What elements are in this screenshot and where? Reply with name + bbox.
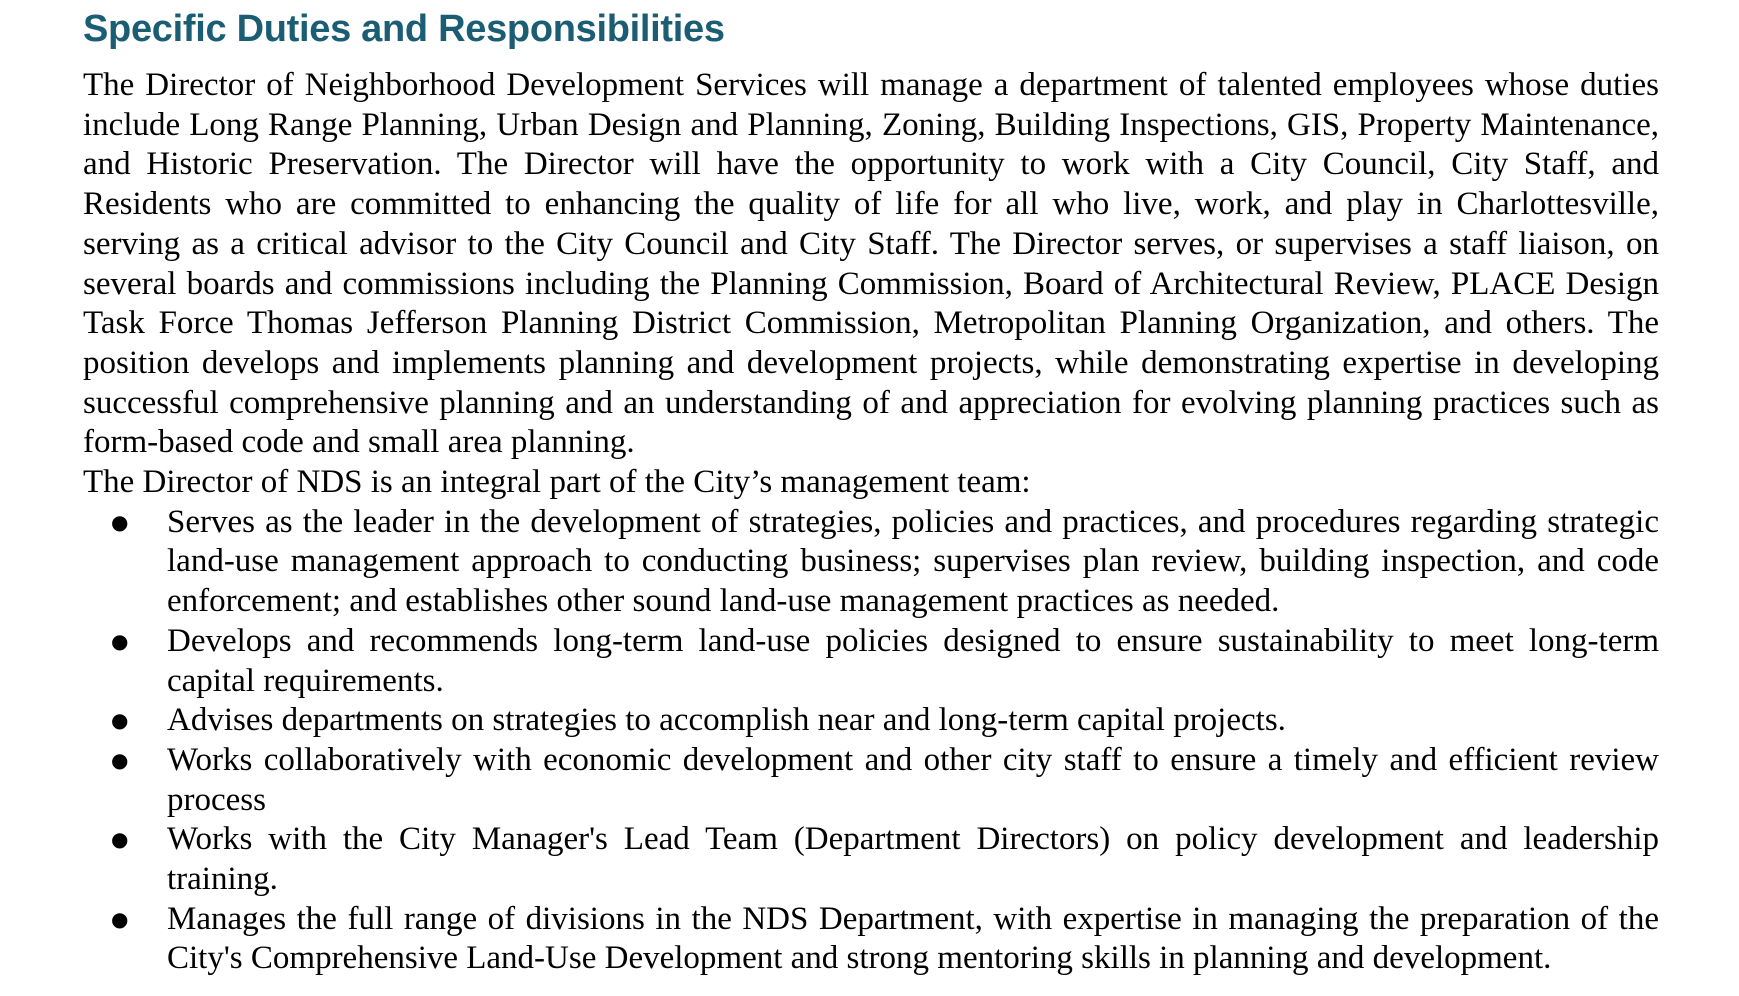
list-item-text: Advises departments on strategies to accomplish near and long-term capital projects.: [167, 702, 1286, 739]
list-item-text: Serves as the leader in the development of strategies, policies and practices, and procedures regarding strategic land-use management approach to conducting business; supervises plan review, building inspection, and code enforcement; and establishes other sound land-use management practices as needed.: [167, 503, 1659, 620]
section-heading: Specific Duties and Responsibilities: [83, 8, 725, 50]
list-item-text: Works collaboratively with economic development and other city staff to ensure a timely and efficient review process: [167, 741, 1659, 818]
bullet-icon: ●: [111, 509, 129, 534]
list-item: [83, 741, 1659, 820]
document-page: [83, 0, 1659, 979]
list-item: [83, 820, 1659, 899]
list-item: [83, 622, 1659, 701]
list-item: [83, 900, 1659, 979]
bullet-icon: ●: [111, 827, 129, 852]
list-item-text: Develops and recommends long-term land-use policies designed to ensure sustainability to meet long-term capital requirements.: [167, 622, 1659, 699]
list-item-text: Works with the City Manager's Lead Team (Department Directors) on policy development and leadership training.: [167, 821, 1659, 898]
duties-list: [83, 503, 1659, 979]
list-item-text: Manages the full range of divisions in the NDS Department, with expertise in managing the preparation of the City's Comprehensive Land-Use Development and strong mentoring skills in planning and development.: [167, 900, 1659, 977]
bullet-icon: ●: [111, 708, 129, 733]
list-item: [83, 701, 1659, 741]
bullet-icon: ●: [111, 906, 129, 931]
bullet-icon: ●: [111, 628, 129, 653]
team-paragraph: The Director of NDS is an integral part of the City’s management team:: [83, 464, 1031, 501]
intro-paragraph: The Director of Neighborhood Development Services will manage a department of talented employees whose duties include Long Range Planning, Urban Design and Planning, Zoning, Building Inspections, GIS, Property Maintenance, and Historic Preservation. The Director will have the opportunity to work with a City Council, City Staff, and Residents who are committed to enhancing the quality of life for all who live, work, and play in Charlottesville, serving as a critical advisor to the City Council and City Staff. The Director serves, or supervises a staff liaison, on several boards and commissions including the Planning Commission, Board of Architectural Review, PLACE Design Task Force Thomas Jefferson Planning District Commission, Metropolitan Planning Organization, and others. The position develops and implements planning and development projects, while demonstrating expertise in developing successful comprehensive planning and an understanding of and appreciation for evolving planning practices such as form-based code and small area planning.: [83, 67, 1659, 461]
bullet-icon: ●: [111, 747, 129, 772]
list-item: [83, 503, 1659, 622]
